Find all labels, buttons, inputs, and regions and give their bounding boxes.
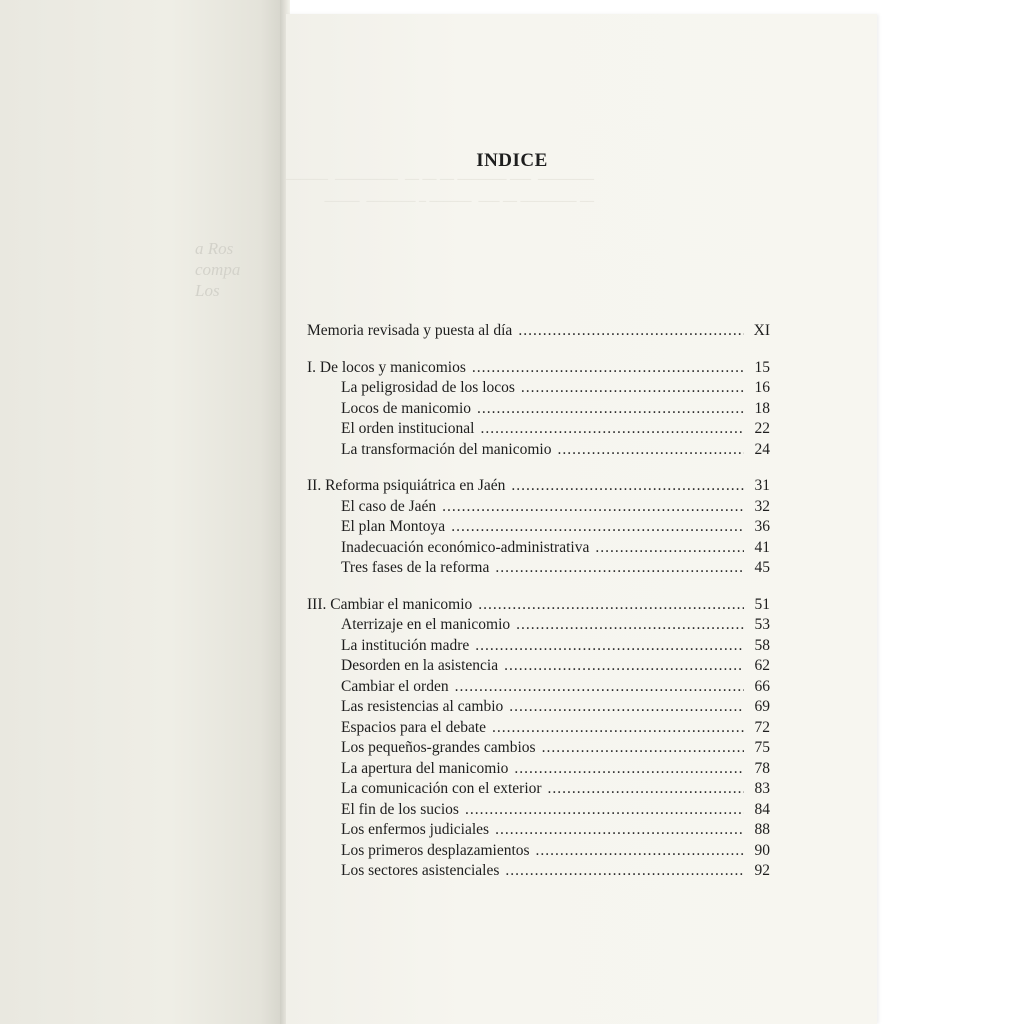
section-gap — [307, 461, 770, 477]
toc-entry-page-number: 41 — [754, 538, 770, 556]
toc-entry-title: Los primeros desplazamientos — [341, 841, 530, 859]
toc-entry — [307, 420, 770, 441]
toc-entry-page-number: 78 — [754, 759, 770, 777]
toc-entry-title: El caso de Jaén — [341, 497, 437, 515]
toc-entry — [307, 379, 770, 400]
toc-entry-page-number: 62 — [754, 657, 770, 674]
toc-entry — [307, 539, 770, 560]
toc-entry-page-number: 58 — [754, 636, 770, 654]
toc-entry-title: Cambiar el orden — [341, 677, 449, 695]
toc-entry-title: Los enfermos judiciales — [341, 821, 490, 838]
toc-entry-title: La apertura del manicomio — [341, 759, 509, 777]
toc-entry — [307, 678, 770, 699]
toc-section — [307, 359, 770, 380]
toc-section-page-number: 15 — [754, 358, 770, 376]
toc-entry-title: Aterrizaje en el manicomio — [341, 616, 511, 633]
bleed-through-text: ________ ___ _______ __ __ __ _________ ______ __ ________ __ ___ ______ _ _______ _____ — [286, 167, 594, 204]
dot-leader — [451, 518, 744, 536]
toc-entry-page-number: 90 — [754, 841, 770, 859]
dot-leader — [442, 498, 744, 516]
section-gap — [307, 343, 770, 359]
toc-entry-page-number: 88 — [754, 821, 770, 838]
dot-leader — [492, 719, 744, 737]
toc-entry-page-number: 69 — [754, 698, 770, 715]
toc-entry-title: Tres fases de la reforma — [341, 559, 490, 576]
toc-entry — [307, 637, 770, 658]
toc-entry — [307, 400, 770, 421]
toc-section-page-number: 51 — [754, 595, 770, 613]
toc-entry — [307, 616, 770, 637]
dot-leader — [495, 559, 744, 577]
dot-leader — [495, 821, 744, 839]
toc-section — [307, 596, 770, 617]
toc-entry-page-number: 92 — [754, 862, 770, 879]
toc-entry — [307, 760, 770, 781]
toc-entry-page-number: 36 — [754, 518, 770, 535]
toc-section-title: I. De locos y manicomios — [307, 358, 466, 376]
toc-entry — [307, 441, 770, 462]
section-gap — [307, 580, 770, 596]
toc-entry — [307, 862, 770, 883]
toc-entry-title: Los pequeños-grandes cambios — [341, 739, 536, 756]
toc-entry-title: La comunicación con el exterior — [341, 780, 542, 797]
dot-leader — [455, 678, 744, 696]
toc-entry — [307, 801, 770, 822]
toc-entry-page-number: 84 — [754, 800, 770, 818]
toc-entry-page-number: 45 — [754, 559, 770, 576]
toc-entry-title: Los sectores asistenciales — [341, 862, 500, 879]
toc-section — [307, 477, 770, 498]
dot-leader — [472, 359, 744, 377]
toc-entry-title: La transformación del manicomio — [341, 440, 552, 458]
dot-leader — [465, 801, 744, 819]
dot-leader — [504, 657, 744, 675]
toc-section-title: II. Reforma psiquiátrica en Jaén — [307, 477, 506, 494]
toc-entry — [307, 780, 770, 801]
toc-section-title: Memoria revisada y puesta al día — [307, 322, 513, 339]
toc-entry-title: El orden institucional — [341, 420, 475, 437]
dot-leader — [548, 780, 744, 798]
toc-entry — [307, 518, 770, 539]
toc-entry — [307, 657, 770, 678]
index-heading: INDICE — [476, 150, 548, 171]
toc-entry-page-number: 83 — [754, 780, 770, 797]
toc-entry-page-number: 66 — [754, 677, 770, 695]
dot-leader — [595, 539, 744, 557]
toc-entry-title: Espacios para el debate — [341, 718, 487, 736]
dot-leader — [509, 698, 744, 716]
toc-entry — [307, 498, 770, 519]
toc-entry-page-number: 53 — [754, 616, 770, 633]
toc-entry-page-number: 32 — [754, 497, 770, 515]
toc-entry-title: La peligrosidad de los locos — [341, 379, 515, 396]
dot-leader — [557, 441, 744, 459]
dot-leader — [477, 400, 744, 418]
dot-leader — [521, 379, 744, 397]
toc-entry — [307, 559, 770, 580]
toc-entry-title: Las resistencias al cambio — [341, 698, 504, 715]
dot-leader — [511, 477, 744, 495]
toc-entry-title: Inadecuación económico-administrativa — [341, 538, 590, 556]
toc-entry-page-number: 24 — [754, 440, 770, 458]
toc-section-title: III. Cambiar el manicomio — [307, 595, 473, 613]
toc-entry — [307, 842, 770, 863]
toc-entry-title: Locos de manicomio — [341, 399, 471, 417]
toc-entry-title: Desorden en la asistencia — [341, 657, 499, 674]
toc-entry-page-number: 22 — [754, 420, 770, 437]
dot-leader — [514, 760, 744, 778]
toc-entry — [307, 698, 770, 719]
toc-section-page-number: XI — [753, 322, 770, 339]
toc-section — [307, 322, 770, 343]
dot-leader — [536, 842, 744, 860]
table-of-contents — [307, 322, 770, 883]
toc-section-page-number: 31 — [754, 477, 770, 494]
toc-entry-page-number: 16 — [754, 379, 770, 396]
dot-leader — [480, 420, 744, 438]
toc-entry — [307, 739, 770, 760]
toc-entry — [307, 719, 770, 740]
toc-entry-title: La institución madre — [341, 636, 470, 654]
toc-entry-page-number: 72 — [754, 718, 770, 736]
toc-entry-title: El fin de los sucios — [341, 800, 459, 818]
toc-entry-title: El plan Montoya — [341, 518, 446, 535]
toc-entry-page-number: 75 — [754, 739, 770, 756]
toc-entry-page-number: 18 — [754, 399, 770, 417]
dot-leader — [505, 862, 744, 880]
toc-entry — [307, 821, 770, 842]
dot-leader — [478, 596, 744, 614]
left-page-bleed-text: a Ros compa Los — [195, 239, 241, 300]
dot-leader — [475, 637, 744, 655]
dot-leader — [542, 739, 744, 757]
dot-leader — [518, 322, 744, 340]
dot-leader — [516, 616, 744, 634]
